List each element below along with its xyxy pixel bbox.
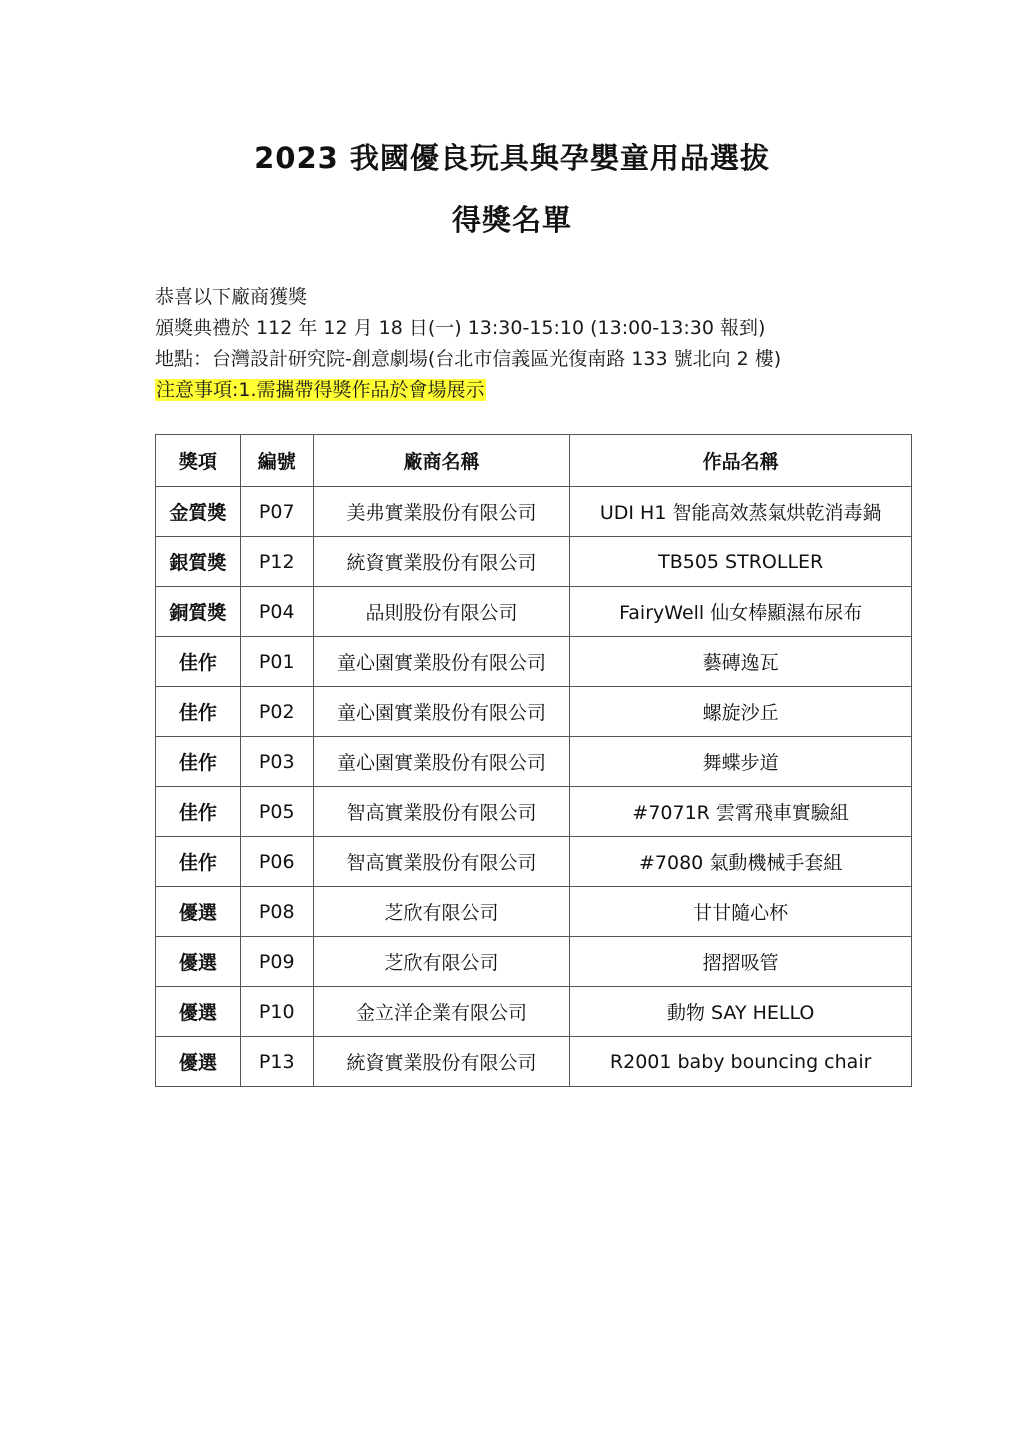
product-cell: UDI H1 智能高效蒸氣烘乾消毒鍋: [570, 487, 912, 537]
table-header-row: [156, 435, 912, 487]
company-cell: 美弗實業股份有限公司: [313, 487, 570, 537]
award-cell: 優選: [156, 987, 241, 1037]
header-award: 獎項: [156, 435, 241, 487]
product-cell: 螺旋沙丘: [570, 687, 912, 737]
code-cell: P05: [240, 787, 313, 837]
code-cell: P06: [240, 837, 313, 887]
awards-table: [155, 434, 912, 1087]
award-cell: 金質獎: [156, 487, 241, 537]
code-cell: P01: [240, 637, 313, 687]
code-cell: P04: [240, 587, 313, 637]
company-cell: 統資實業股份有限公司: [313, 537, 570, 587]
table-row: [156, 487, 912, 537]
award-cell: 銅質獎: [156, 587, 241, 637]
congrats-text: 恭喜以下廠商獲獎: [155, 286, 308, 308]
code-cell: P12: [240, 537, 313, 587]
code-cell: P13: [240, 1037, 313, 1087]
company-cell: 智高實業股份有限公司: [313, 837, 570, 887]
header-company: 廠商名稱: [313, 435, 570, 487]
table-row: [156, 937, 912, 987]
product-cell: 摺摺吸管: [570, 937, 912, 987]
header-code: 編號: [240, 435, 313, 487]
code-cell: P10: [240, 987, 313, 1037]
product-cell: #7071R 雲霄飛車實驗組: [570, 787, 912, 837]
table-row: [156, 1037, 912, 1087]
notice-line: [155, 375, 915, 406]
table-row: [156, 537, 912, 587]
award-cell: 佳作: [156, 737, 241, 787]
company-cell: 統資實業股份有限公司: [313, 1037, 570, 1087]
award-cell: 佳作: [156, 637, 241, 687]
award-cell: 佳作: [156, 837, 241, 887]
table-row: [156, 837, 912, 887]
company-cell: 芝欣有限公司: [313, 937, 570, 987]
company-cell: 芝欣有限公司: [313, 887, 570, 937]
product-cell: TB505 STROLLER: [570, 537, 912, 587]
table-row: [156, 737, 912, 787]
code-cell: P08: [240, 887, 313, 937]
location-text: 地點：台灣設計研究院-創意劇場(台北市信義區光復南路 133 號北向 2 樓): [155, 348, 782, 370]
table-row: [156, 987, 912, 1037]
header-product: 作品名稱: [570, 435, 912, 487]
company-cell: 智高實業股份有限公司: [313, 787, 570, 837]
company-cell: 品則股份有限公司: [313, 587, 570, 637]
product-cell: R2001 baby bouncing chair: [570, 1037, 912, 1087]
table-row: [156, 687, 912, 737]
company-cell: 童心園實業股份有限公司: [313, 637, 570, 687]
award-cell: 優選: [156, 1037, 241, 1087]
notice-text-highlighted: 注意事項:1.需攜帶得獎作品於會場展示: [156, 379, 485, 401]
award-cell: 銀質獎: [156, 537, 241, 587]
product-cell: 藝磚逸瓦: [570, 637, 912, 687]
code-cell: P07: [240, 487, 313, 537]
document-title: 2023 我國優良玩具與孕嬰童用品選拔: [254, 141, 770, 175]
company-cell: 童心園實業股份有限公司: [313, 737, 570, 787]
code-cell: P02: [240, 687, 313, 737]
code-cell: P03: [240, 737, 313, 787]
product-cell: 動物 SAY HELLO: [570, 987, 912, 1037]
table-row: [156, 587, 912, 637]
award-cell: 優選: [156, 887, 241, 937]
code-cell: P09: [240, 937, 313, 987]
company-cell: 金立洋企業有限公司: [313, 987, 570, 1037]
award-cell: 優選: [156, 937, 241, 987]
award-cell: 佳作: [156, 687, 241, 737]
table-row: [156, 787, 912, 837]
intro-section: [155, 282, 915, 406]
award-cell: 佳作: [156, 787, 241, 837]
table-row: [156, 887, 912, 937]
product-cell: #7080 氣動機械手套組: [570, 837, 912, 887]
product-cell: 舞蝶步道: [570, 737, 912, 787]
document-subtitle: 得獎名單: [451, 203, 572, 237]
company-cell: 童心園實業股份有限公司: [313, 687, 570, 737]
product-cell: 甘甘隨心杯: [570, 887, 912, 937]
table-row: [156, 637, 912, 687]
product-cell: FairyWell 仙女棒顯濕布尿布: [570, 587, 912, 637]
ceremony-text: 頒獎典禮於 112 年 12 月 18 日(一) 13:30-15:10 (13:00-13:30 報到): [155, 317, 766, 339]
